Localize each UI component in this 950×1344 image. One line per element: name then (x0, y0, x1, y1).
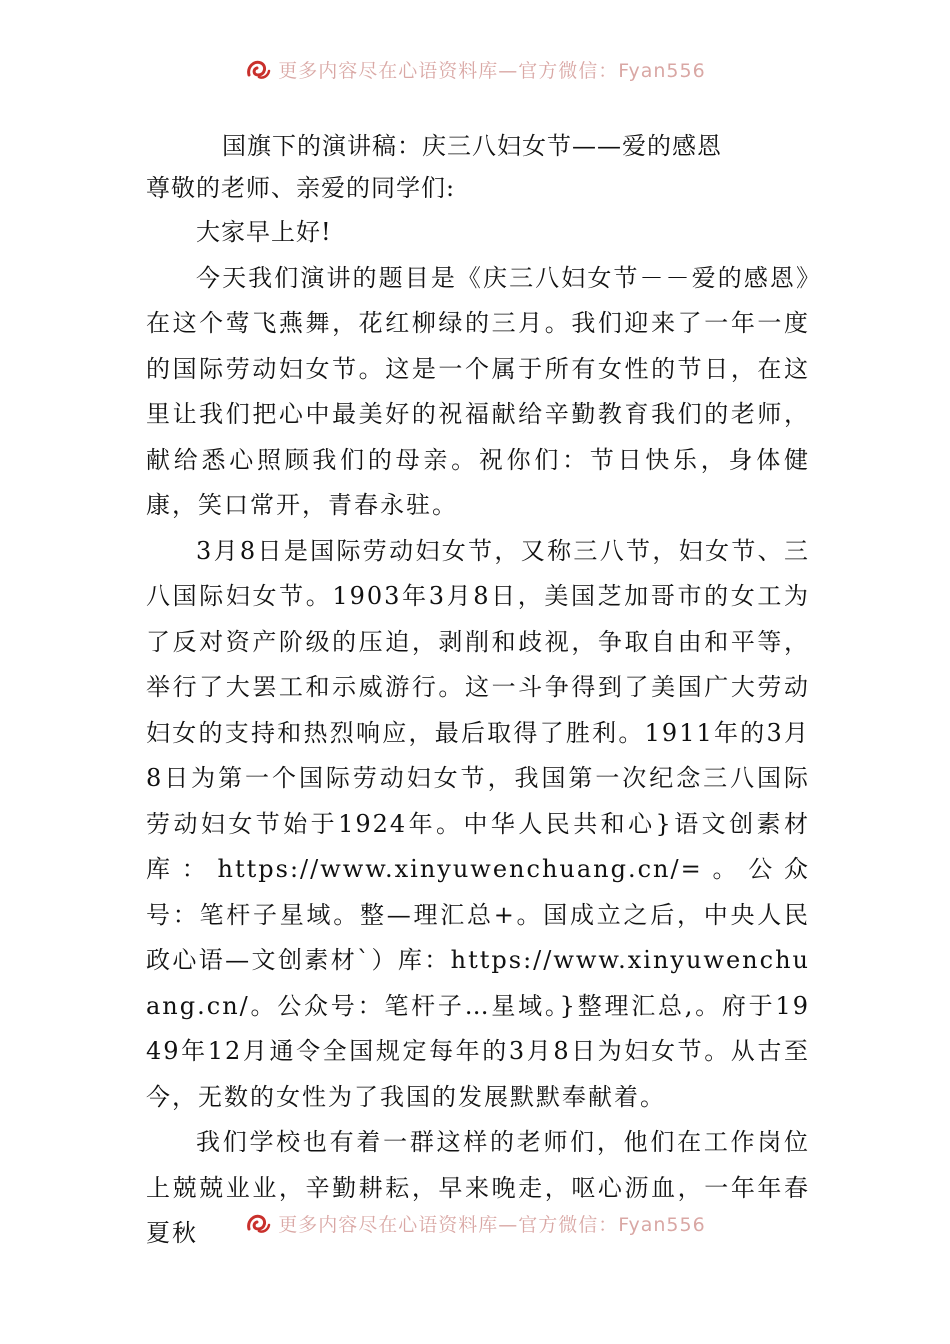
paragraph: 今天我们演讲的题目是《庆三八妇女节－－爱的感恩》在这个莺飞燕舞，花红柳绿的三月。我们迎来了一年一度的国际劳动妇女节。这是一个属于所有女性的节日，在这里让我们把心中最美好的祝福献给辛勤教育我们的老师，献给悉心照顾我们的母亲。祝你们：节日快乐，身体健康，笑口常开，青春永驻。 (146, 263, 810, 519)
document-title: 国旗下的演讲稿：庆三八妇女节——爱的感恩 (222, 132, 722, 160)
paragraph: 3月8日是国际劳动妇女节，又称三八节，妇女节、三八国际妇女节。1903年3月8日，美国芝加哥市的女工为了反对资产阶级的压迫，剥削和歧视，争取自由和平等，举行了大罢工和示威游行。这一斗争得到了美国广大劳动妇女的支持和热烈响应，最后取得了胜利。1911年的3月8日为第一个国际劳动妇女节，我国第一次纪念三八国际劳动妇女节始于1924年。中华人民共和心}语文创素材库：https://www.xinyuwenchuang.cn/=。公众号：笔杆子星域。整—理汇总+。国成立之后，中央人民政心语—文创素材`）库：https://www.xinyuwenchuang.cn/。公众号：笔杆子…星域。}整理汇总,。府于1949年12月通令全国规定每年的3月8日为妇女节。从古至今，无数的女性为了我国的发展默默奉献着。 (146, 536, 810, 1111)
watermark-text: 更多内容尽在心语资料库—官方微信：Fyan556 (278, 1213, 706, 1236)
watermark-text: 更多内容尽在心语资料库—官方微信：Fyan556 (278, 59, 706, 82)
swirl-logo-icon (244, 1209, 272, 1237)
footer-watermark (0, 1206, 950, 1240)
document-body (146, 126, 810, 1257)
swirl-logo-icon (244, 55, 272, 83)
header-watermark (0, 52, 950, 86)
paragraph: 我们学校也有着一群这样的老师们，他们在工作岗位上兢兢业业，辛勤耕耘，早来晚走，呕心沥血，一年年春夏秋 (146, 1128, 810, 1247)
paragraph: 大家早上好! (196, 218, 332, 246)
salutation: 尊敬的老师、亲爱的同学们: (146, 174, 456, 202)
